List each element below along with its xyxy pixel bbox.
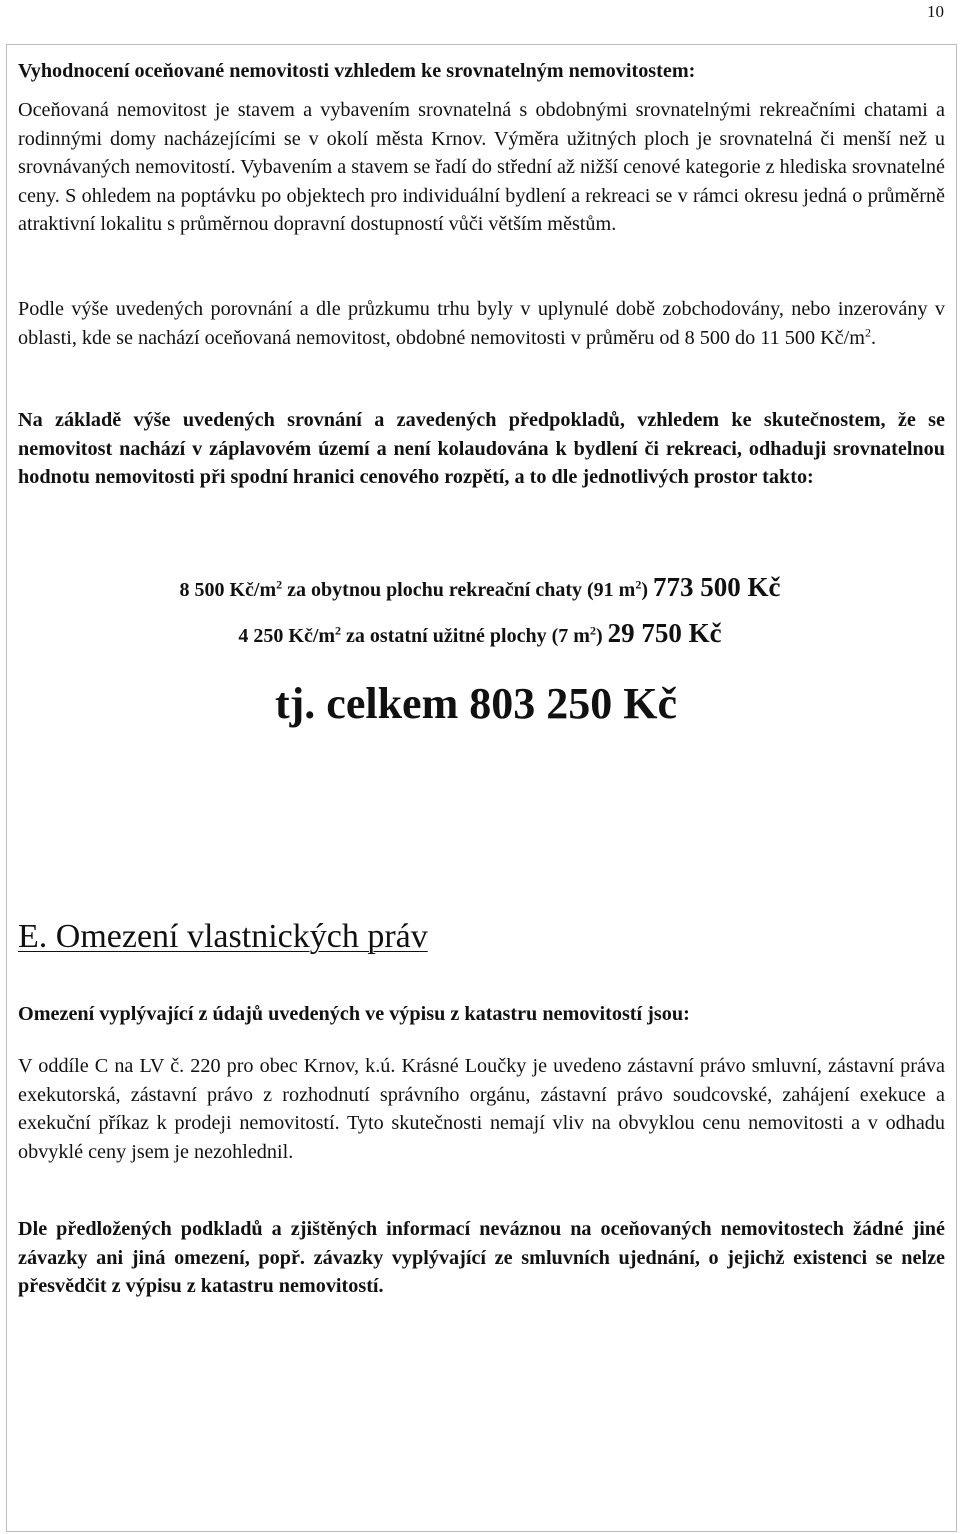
restrictions-final: Dle předložených podkladů a zjištěných informací neváznou na oceňovaných nemovitostech žádné jiné závazky ani jiná omezení, popř. závazky vyplývající ze smluvních ujednání, o jejichž existenci se nelze přesvědčit z výpisu z katastru nemovitostí. <box>18 1218 945 1297</box>
valuation-line-other <box>0 616 960 653</box>
line2-close: ) <box>595 625 608 647</box>
line1-sup1: 2 <box>276 577 283 592</box>
line1-middle: za obytnou plochu rekreační chaty (91 m <box>282 579 636 601</box>
line1-sup2: 2 <box>635 577 642 592</box>
line2-amount: 29 750 Kč <box>607 618 722 648</box>
page-frame <box>6 44 957 1532</box>
valuation-total: tj. celkem 803 250 Kč <box>275 679 677 728</box>
restrictions-subheading: Omezení vyplývající z údajů uvedených ve výpisu z katastru nemovitostí jsou: <box>18 1003 690 1025</box>
comparison-paragraph: Oceňovaná nemovitost je stavem a vybavením srovnatelná s obdobnými srovnatelnými rekreačními chatami a rodinnými domy nacházejícími se v okolí města Krnov. Výměra užitných ploch je srovnatelná či menší než u srovnávaných nemovitostí. Vybavením a stavem se řadí do střední až nižší cenové kategorie z hlediska srovnatelné ceny. S ohledem na poptávku po objektech pro individuální bydlení a rekreaci se v rámci okresu jedná o průměrně atraktivní lokalitu s průměrnou dopravní dostupností vůči větším městům. <box>18 99 945 235</box>
section-heading-comparison: Vyhodnocení oceňované nemovitosti vzhledem ke srovnatelným nemovitostem: <box>18 60 696 82</box>
restrictions-paragraph: V oddíle C na LV č. 220 pro obec Krnov, k.ú. Krásné Loučky je uvedeno zástavní právo smluvní, zástavní práva exekutorská, zástavní právo z rozhodnutí správního orgánu, zástavní právo soudcovské, zahájení exekuce a exekuční příkaz k prodeji nemovitostí. Tyto skutečnosti nemají vliv na obvyklou cenu nemovitosti a v odhadu obvyklé ceny jsem je nezohlednil. <box>18 1055 945 1163</box>
valuation-line-living <box>0 570 960 607</box>
valuation-conclusion: Na základě výše uvedených srovnání a zavedených předpokladů, vzhledem ke skutečnostem, že se nemovitost nachází v záplavovém území a není kolaudována k bydlení či rekreaci, odhaduji srovnatelnou hodnotu nemovitosti při spodní hranici cenového rozpětí, a to dle jednotlivých prostor takto: <box>18 409 945 488</box>
line1-prefix: 8 500 Kč/m <box>179 579 277 601</box>
market-price-end: . <box>870 326 877 349</box>
line2-prefix: 4 250 Kč/m <box>238 625 336 647</box>
line2-sup1: 2 <box>335 623 342 638</box>
market-price-sup: 2 <box>864 324 871 339</box>
line1-amount: 773 500 Kč <box>652 572 781 602</box>
market-price-text: Podle výše uvedených porovnání a dle průzkumu trhu byly v uplynulé době zobchodovány, nebo inzerovány v oblasti, kde se nachází oceňovaná nemovitost, obdobné nemovitosti v průměru od 8 500 do 11 500 Kč/m <box>18 298 945 349</box>
page-number: 10 <box>927 2 944 21</box>
line1-close: ) <box>641 579 653 601</box>
market-price-paragraph <box>18 295 945 352</box>
line2-sup2: 2 <box>589 623 596 638</box>
section-heading-restrictions: E. Omezení vlastnických práv <box>18 918 428 955</box>
line2-middle: za ostatní užitné plochy (7 m <box>341 625 590 647</box>
